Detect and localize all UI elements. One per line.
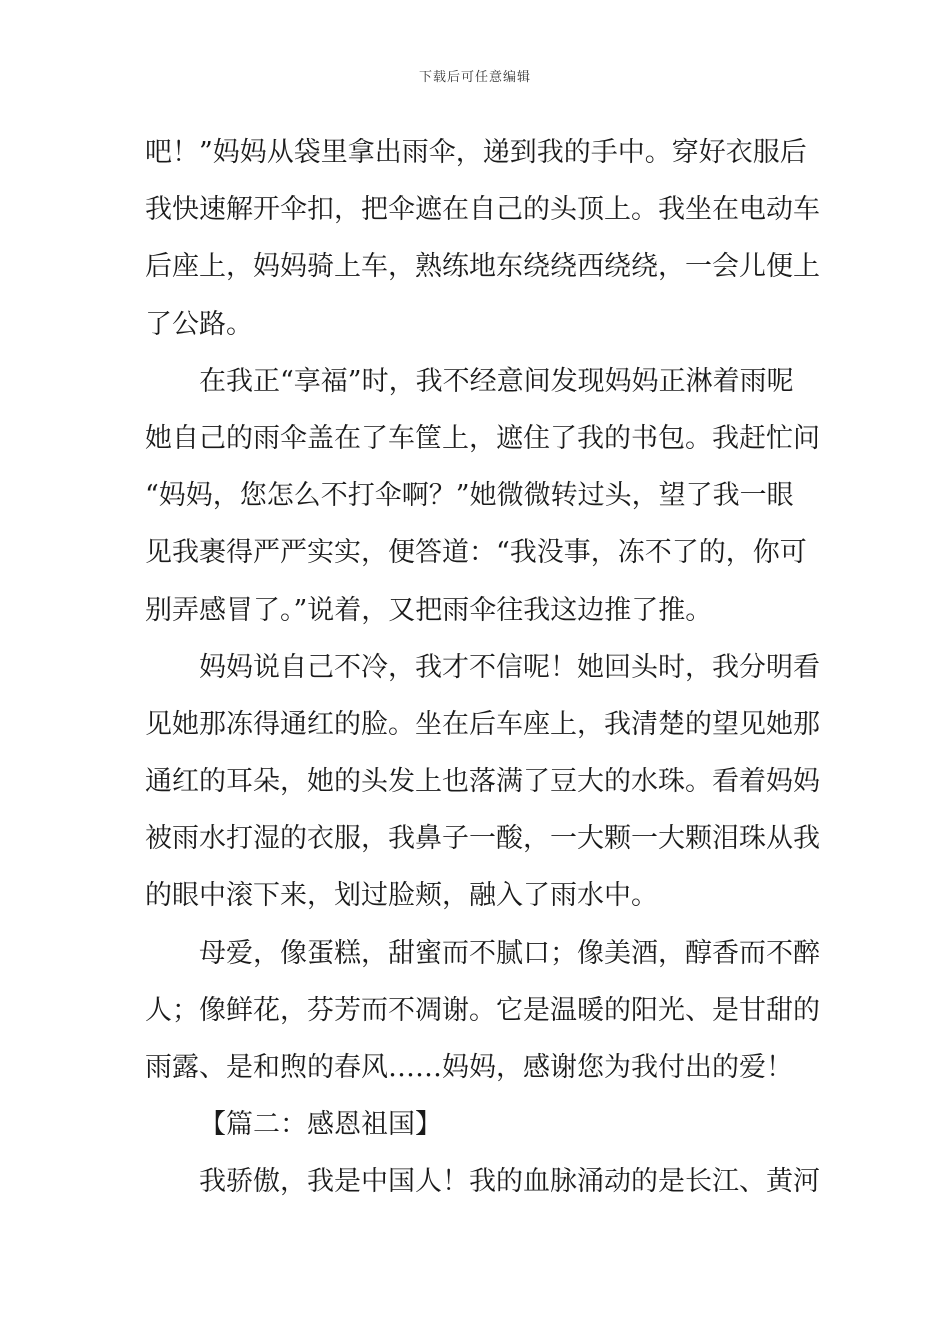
text-line: 见我裹得严严实实，便答道：“我没事，冻不了的，你可 — [145, 537, 807, 569]
text-line: 我快速解开伞扣，把伞遮在自己的头顶上。我坐在电动车 — [145, 194, 820, 226]
text-line: 被雨水打湿的衣服，我鼻子一酸，一大颗一大颗泪珠从我 — [145, 823, 820, 855]
text-line: 见她那冻得通红的脸。坐在后车座上，我清楚的望见她那 — [145, 708, 820, 740]
text-line: 雨露、是和煦的春风……妈妈，感谢您为我付出的爱！ — [145, 1052, 793, 1083]
text-line: 她自己的雨伞盖在了车筐上，遮住了我的书包。我赶忙问 — [145, 422, 820, 454]
paragraph-first-line: 母爱，像蛋糕，甜蜜而不腻口；像美酒，醇香而不醉 — [199, 937, 820, 969]
text-line: “妈妈，您怎么不打伞啊？”她微微转过头，望了我一眼 — [145, 480, 794, 512]
section-heading: 【篇二：感恩祖国】 — [199, 1109, 442, 1141]
text-line: 通红的耳朵，她的头发上也落满了豆大的水珠。看着妈妈 — [145, 766, 820, 798]
paragraph-first-line: 在我正“享福”时，我不经意间发现妈妈正淋着雨呢 — [199, 365, 794, 397]
text-line: 别弄感冒了。”说着，又把雨伞往我这边推了推。 — [145, 594, 713, 626]
paragraph-first-line: 妈妈说自己不冷，我才不信呢！她回头时，我分明看 — [199, 651, 820, 683]
document-body — [145, 124, 820, 1211]
text-line: 人；像鲜花，芬芳而不凋谢。它是温暖的阳光、是甘甜的 — [145, 994, 820, 1026]
text-line: 的眼中滚下来，划过脸颊，融入了雨水中。 — [145, 880, 658, 912]
text-line: 吧！”妈妈从袋里拿出雨伞，递到我的手中。穿好衣服后 — [145, 137, 807, 168]
text-line: 了公路。 — [145, 308, 253, 340]
text-line: 后座上，妈妈骑上车，熟练地东绕绕西绕绕，一会儿便上 — [145, 251, 820, 283]
paragraph-first-line: 我骄傲，我是中国人！我的血脉涌动的是长江、黄河 — [199, 1166, 820, 1198]
page-header: 下载后可任意编辑 — [418, 70, 531, 85]
